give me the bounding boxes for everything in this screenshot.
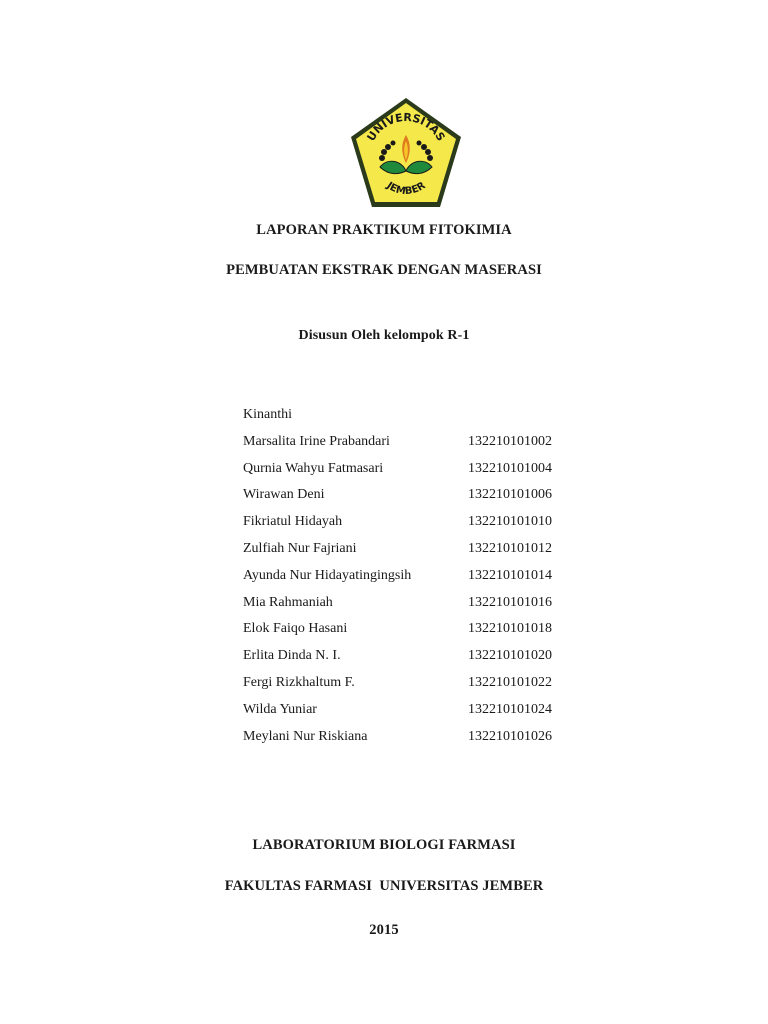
member-row: [243, 700, 573, 727]
author-heading: Disusun Oleh kelompok R-1: [298, 328, 470, 343]
member-nim: 132210101004: [468, 460, 552, 476]
lab-name: LABORATORIUM BIOLOGI FARMASI: [252, 837, 516, 853]
report-subtitle: PEMBUATAN EKSTRAK DENGAN MASERASI: [226, 262, 542, 278]
svg-text:JEMBER: JEMBER: [384, 180, 428, 198]
member-name: Kinanthi: [243, 407, 292, 422]
member-nim: 132210101014: [468, 567, 552, 583]
member-name: Wilda Yuniar: [243, 701, 317, 717]
member-nim: 132210101012: [468, 540, 552, 556]
member-nim: 132210101026: [468, 728, 552, 744]
member-name: Fergi Rizkhaltum F.: [243, 674, 355, 690]
report-title: LAPORAN PRAKTIKUM FITOKIMIA: [256, 222, 512, 238]
member-row: [243, 539, 573, 566]
member-nim: 132210101018: [468, 621, 552, 637]
member-name: Zulfiah Nur Fajriani: [243, 540, 357, 556]
member-row: [243, 485, 573, 512]
member-row: [243, 619, 573, 646]
member-row: [243, 646, 573, 673]
faculty-name: FAKULTAS FARMASI UNIVERSITAS JEMBER: [224, 878, 544, 894]
member-nim: 132210101016: [468, 594, 552, 610]
member-row: [243, 727, 573, 754]
member-nim: 132210101020: [468, 648, 552, 664]
member-name: Erlita Dinda N. I.: [243, 648, 341, 664]
member-row: [243, 432, 573, 459]
member-nim: 132210101002: [468, 433, 552, 449]
member-name: Mia Rahmaniah: [243, 594, 333, 610]
member-nim: 132210101006: [468, 487, 552, 503]
member-name: Ayunda Nur Hidayatingingsih: [243, 567, 412, 583]
member-name: Qurnia Wahyu Fatmasari: [243, 460, 384, 476]
member-nim: 132210101022: [468, 674, 552, 690]
member-row: [243, 673, 573, 700]
member-name: Wirawan Deni: [243, 487, 325, 503]
svg-text:UNIVERSITAS: UNIVERSITAS: [364, 110, 448, 144]
member-name: Elok Faiqo Hasani: [243, 621, 348, 637]
member-name: Marsalita Irine Prabandari: [243, 433, 390, 449]
member-row: [243, 405, 573, 432]
member-row: [243, 512, 573, 539]
member-row: [243, 459, 573, 486]
member-list: [243, 405, 573, 753]
university-logo-icon: [348, 95, 464, 211]
report-year: 2015: [369, 922, 399, 938]
member-name: Meylani Nur Riskiana: [243, 728, 368, 744]
member-row: [243, 566, 573, 593]
member-name: Fikriatul Hidayah: [243, 514, 343, 530]
member-nim: 132210101010: [468, 514, 552, 530]
member-row: [243, 593, 573, 620]
member-nim: 132210101024: [468, 701, 552, 717]
